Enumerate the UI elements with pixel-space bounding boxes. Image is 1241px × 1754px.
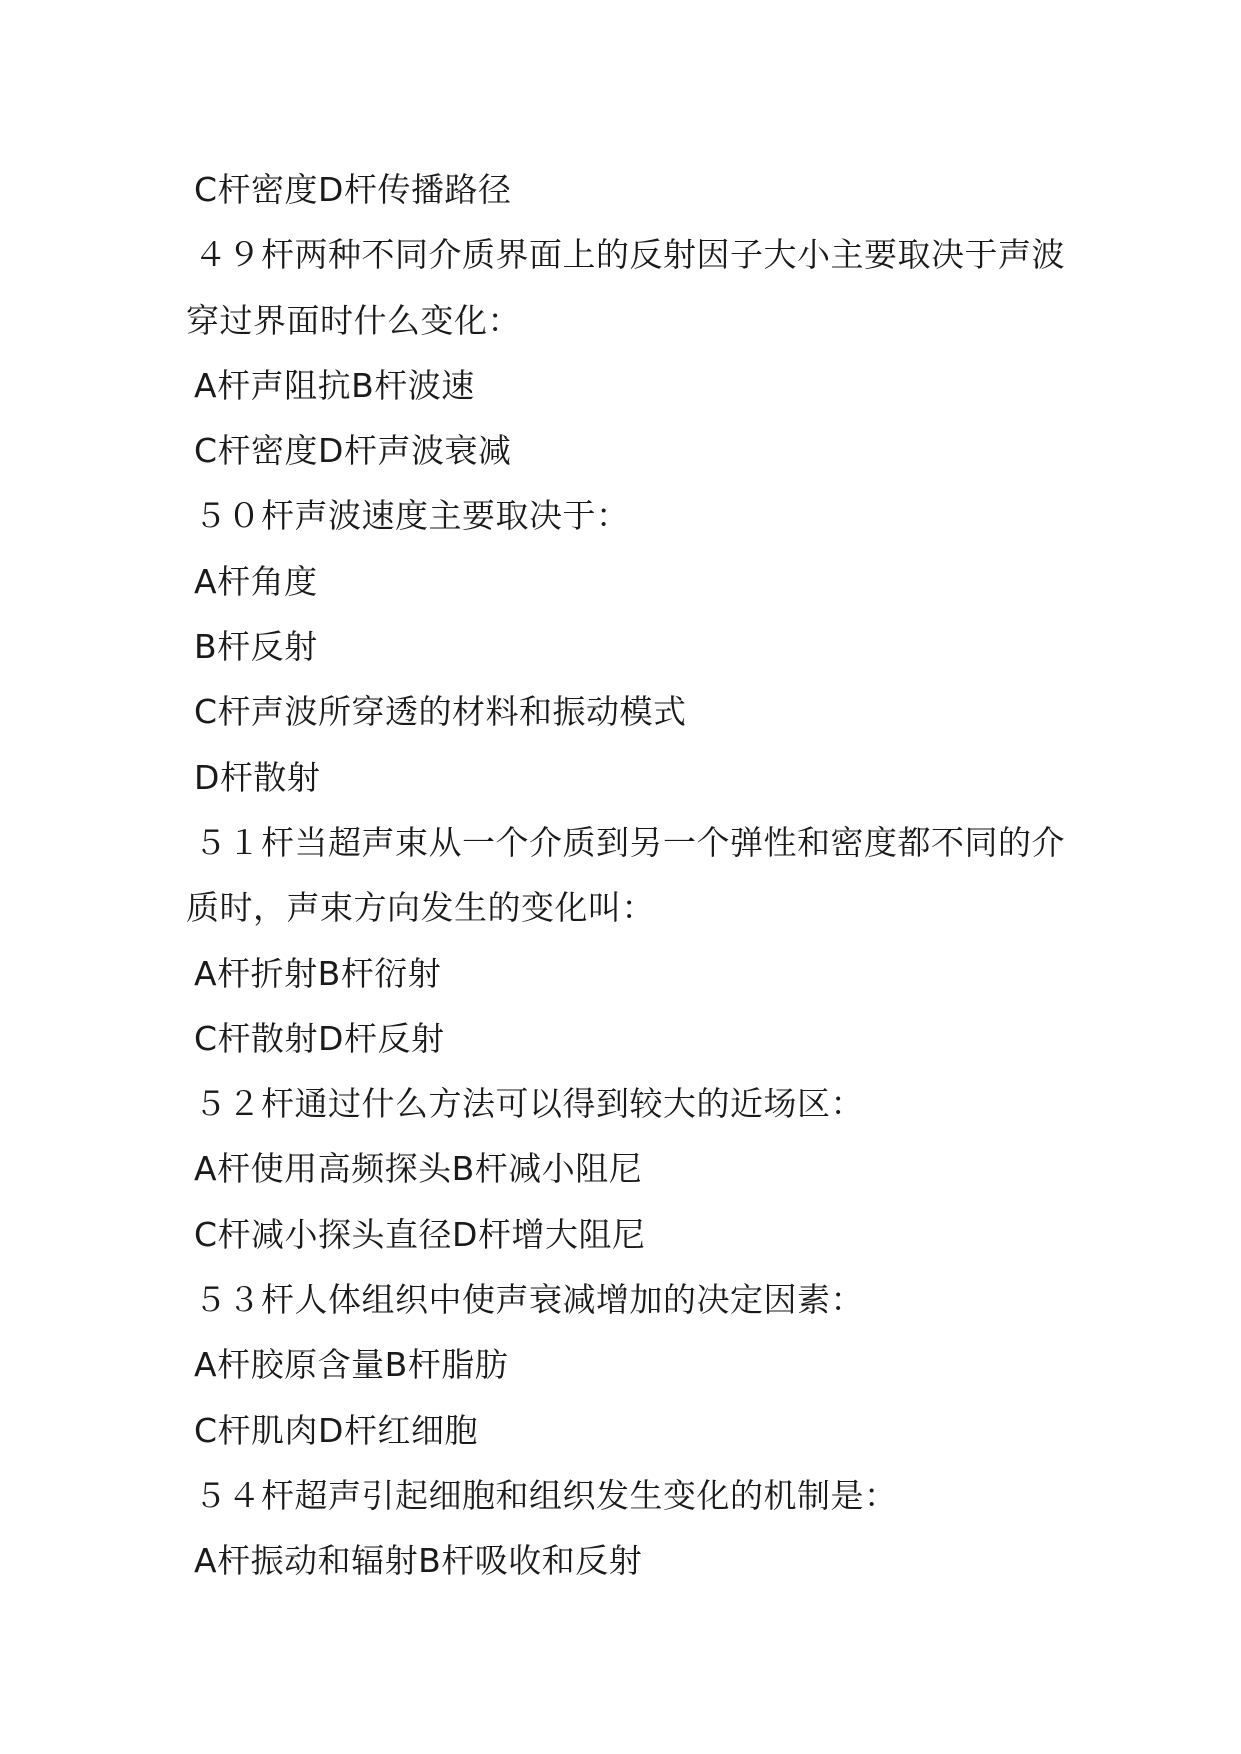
option-line: A杆使用高频探头B杆减小阻尼 [194,1149,643,1189]
text-line: C杆密度D杆传播路径 [194,170,512,209]
option-line: A杆角度 [194,561,318,601]
option-line: C杆声波所穿透的材料和振动模式 [194,692,687,732]
option-line: A杆振动和辐射B杆吸收和反射 [194,1541,643,1581]
option-line: C杆肌肉D杆红细胞 [194,1410,478,1450]
question-50-line: ５０杆声波速度主要取决于： [194,496,630,536]
option-line: D杆散射 [194,757,321,797]
question-52-line: ５２杆通过什么方法可以得到较大的近场区： [194,1084,864,1124]
option-line: A杆折射B杆衍射 [194,953,442,993]
option-line: C杆密度D杆声波衰减 [194,431,512,471]
text-line: 穿过界面时什么变化： [186,300,521,340]
option-line: A杆胶原含量B杆脂肪 [194,1345,509,1385]
question-49-line: ４９杆两种不同介质界面上的反射因子大小主要取决于声波 [194,235,1065,275]
option-line: C杆减小探头直径D杆增大阻尼 [194,1214,646,1254]
document-text [186,157,1066,1594]
option-line: A杆声阻抗B杆波速 [194,365,475,405]
option-line: B杆反射 [194,627,318,667]
question-51-line: ５１杆当超声束从一个介质到另一个弹性和密度都不同的介 [194,822,1065,862]
text-line: 质时，声束方向发生的变化叫： [186,888,655,928]
question-53-line: ５３杆人体组织中使声衰减增加的决定因素： [194,1280,864,1320]
option-line: C杆散射D杆反射 [194,1018,445,1058]
question-54-line: ５４杆超声引起细胞和组织发生变化的机制是： [194,1475,898,1515]
